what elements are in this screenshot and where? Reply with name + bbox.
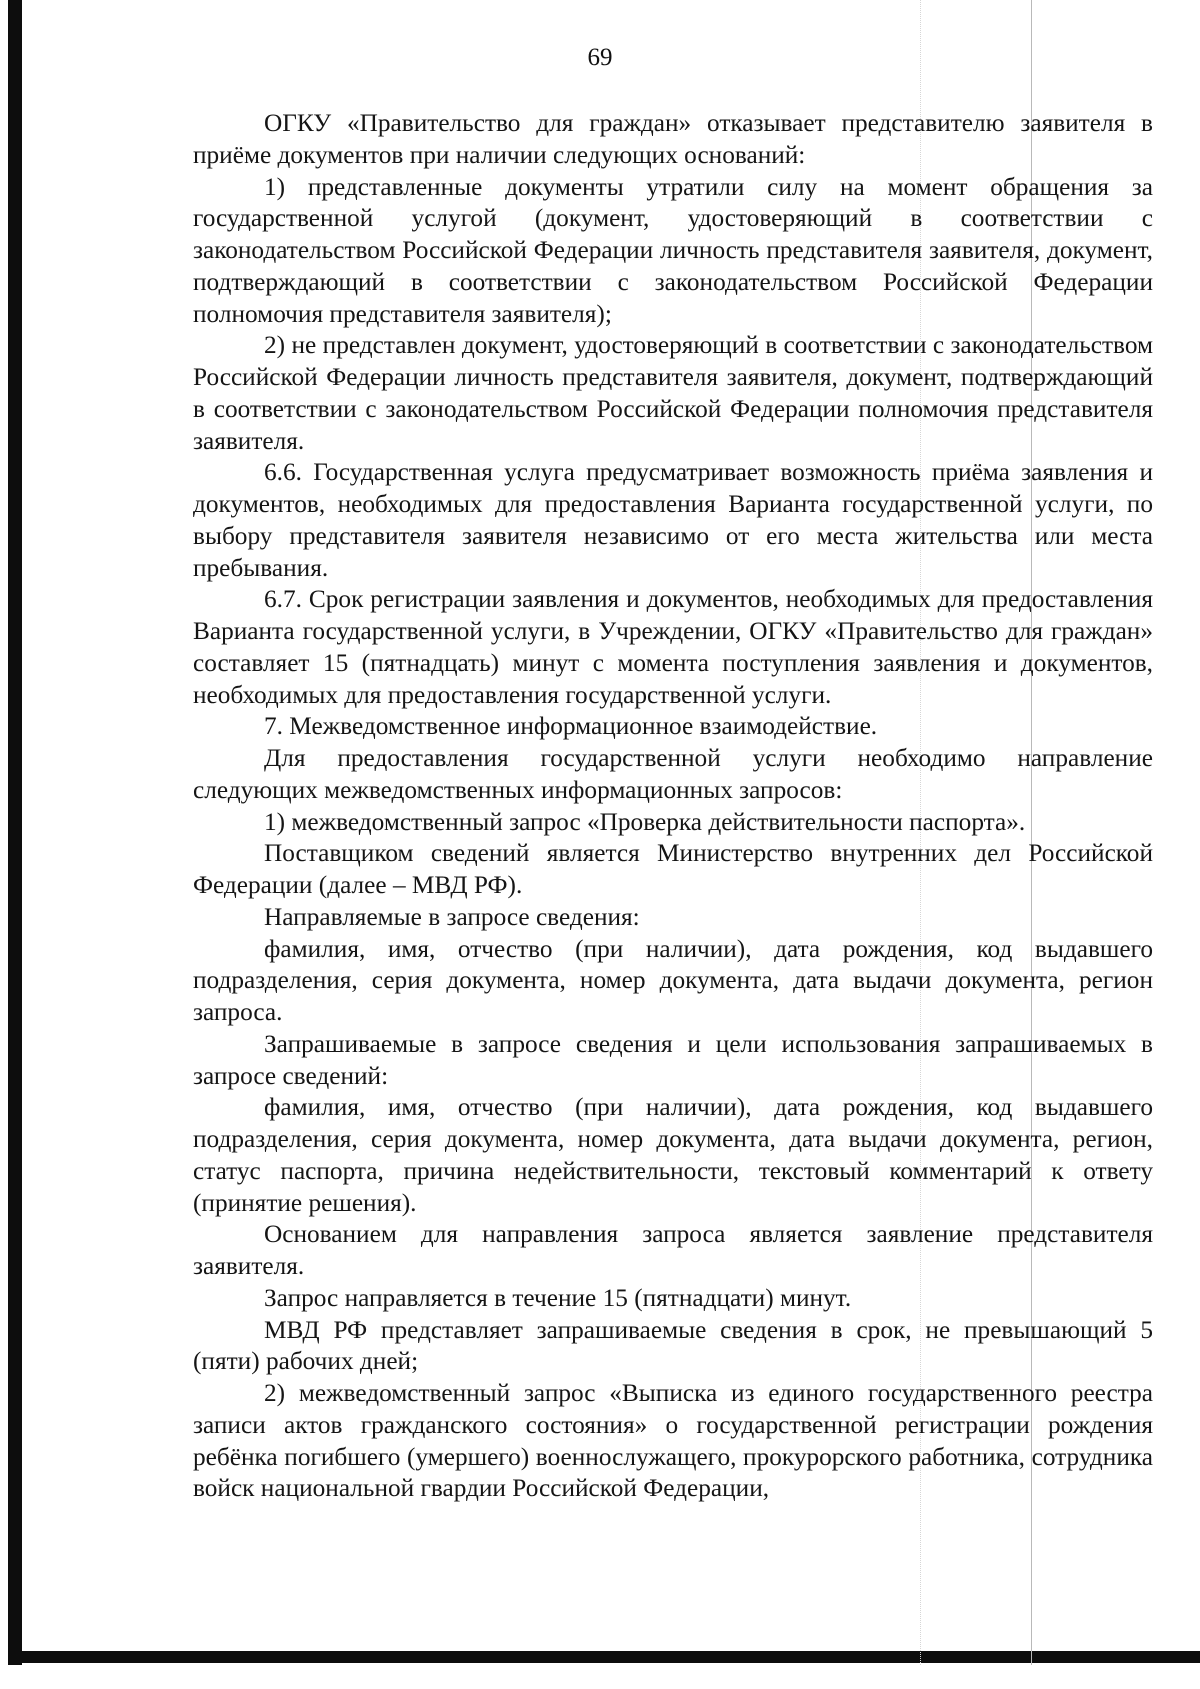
paragraph-requests-intro: Для предоставления государственной услуги необходимо направление следующих межведомственных информационных запросов: — [193, 744, 1153, 804]
paragraph-request-1-sent-label: Направляемые в запросе сведения: — [264, 902, 640, 931]
paragraph-request-1-timing: Запрос направляется в течение 15 (пятнадцати) минут. — [264, 1283, 852, 1312]
paragraph-refusal-item-2: 2) не представлен документ, удостоверяющий в соответствии с законодательством Российской Федерации личность представителя заявителя, документ, подтверждающий в соответствии с законодательством Российской Федерации полномочия представителя заявителя. — [193, 331, 1153, 455]
scan-edge-left — [8, 0, 22, 1665]
document-body — [193, 108, 1153, 1505]
page-number: 69 — [587, 44, 613, 71]
paragraph-request-1-basis: Основанием для направления запроса является заявление представителя заявителя. — [193, 1220, 1153, 1280]
paragraph-refusal-intro: ОГКУ «Правительство для граждан» отказывает представителю заявителя в приёме документов при наличии следующих оснований: — [193, 109, 1153, 169]
paragraph-request-1-requested-fields: фамилия, имя, отчество (при наличии), дата рождения, код выдавшего подразделения, серия документа, номер документа, дата выдачи документа, регион, статус паспорта, причина недействительности, текстовый комментарий к ответу (принятие решения). — [193, 1093, 1153, 1217]
paragraph-request-1-sent-fields: фамилия, имя, отчество (при наличии), дата рождения, код выдавшего подразделения, серия документа, номер документа, дата выдачи документа, регион запроса. — [193, 934, 1153, 1026]
paragraph-request-2-title: 2) межведомственный запрос «Выписка из единого государственного реестра записи актов гражданского состояния» о государственной регистрации рождения ребёнка погибшего (умершего) военнослужащего, прокурорского работника, сотрудника войск национальной гвардии Российской Федерации, — [193, 1379, 1153, 1503]
scan-edge-bottom — [8, 1651, 1200, 1663]
paragraph-6-6: 6.6. Государственная услуга предусматривает возможность приёма заявления и документов, необходимых для предоставления Варианта государственной услуги, по выбору представителя заявителя независимо от его места жительства или места пребывания. — [193, 458, 1153, 582]
paragraph-request-1-requested-label: Запрашиваемые в запросе сведения и цели использования запрашиваемых в запросе сведений: — [193, 1029, 1153, 1090]
paragraph-request-1-title: 1) межведомственный запрос «Проверка действительности паспорта». — [264, 807, 1026, 836]
paragraph-6-7: 6.7. Срок регистрации заявления и документов, необходимых для предоставления Варианта государственной услуги, в Учреждении, ОГКУ «Правительство для граждан» составляет 15 (пятнадцать) минут с момента поступления заявления и документов, необходимых для предоставления государственной услуги. — [193, 585, 1153, 709]
paragraph-request-1-provider: Поставщиком сведений является Министерство внутренних дел Российской Федерации (далее – МВД РФ). — [193, 839, 1153, 899]
paragraph-request-1-response-term: МВД РФ представляет запрашиваемые сведения в срок, не превышающий 5 (пяти) рабочих дней; — [193, 1315, 1153, 1376]
section-heading-7: 7. Межведомственное информационное взаимодействие. — [264, 712, 878, 741]
paragraph-refusal-item-1: 1) представленные документы утратили силу на момент обращения за государственной услугой (документ, удостоверяющий в соответствии с законодательством Российской Федерации личность представителя заявителя, документ, подтверждающий в соответствии с законодательством Российской Федерации полномочия представителя заявителя); — [193, 172, 1153, 328]
